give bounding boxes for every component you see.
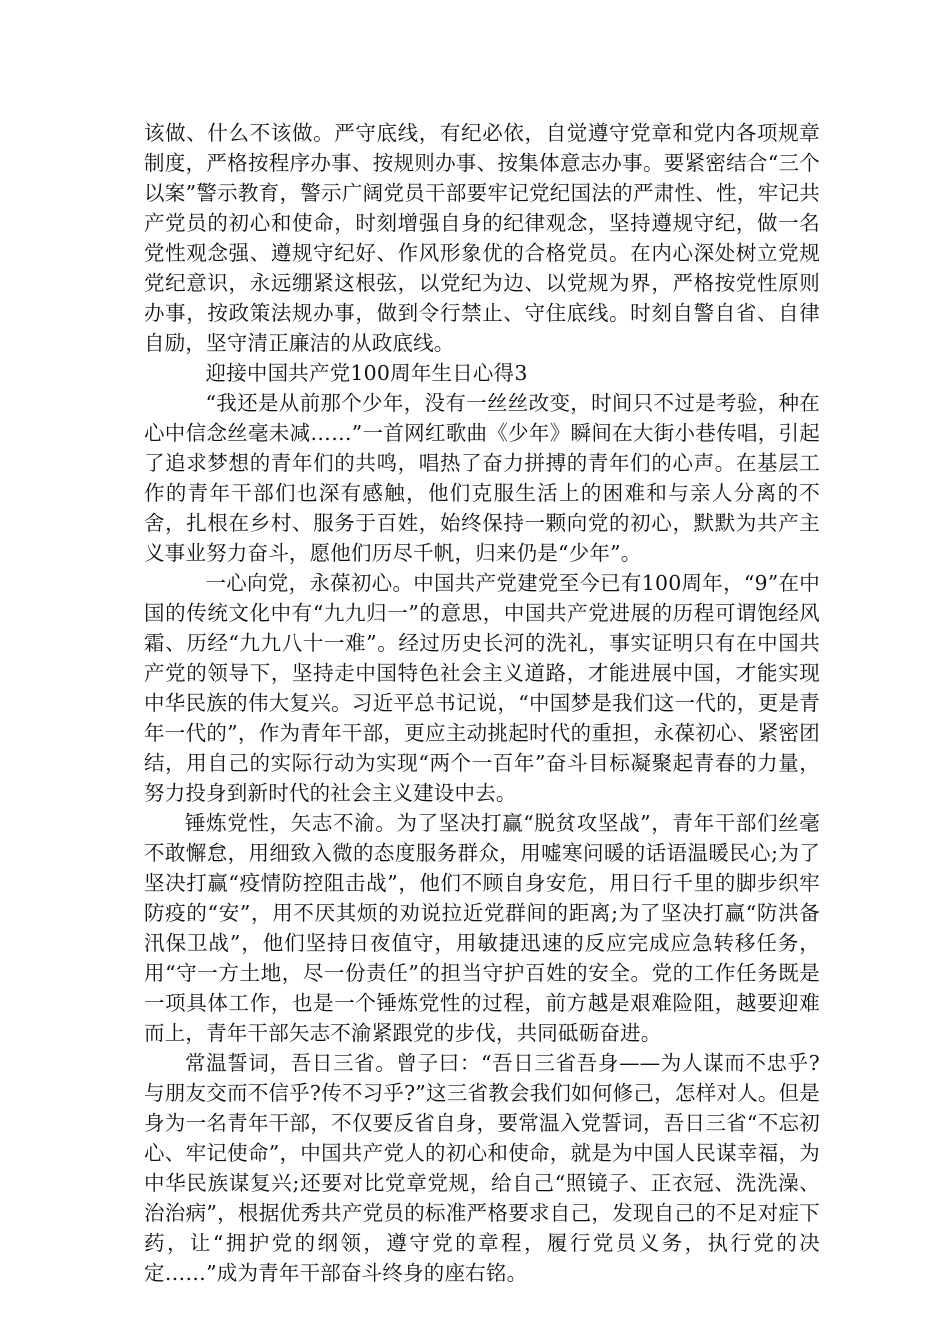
section-heading: 迎接中国共产党100周年生日心得3 (205, 361, 528, 385)
paragraph-oath: 常温誓词，吾日三省。曾子曰：“吾日三省吾身——为人谋而不忠乎?与朋友交而不信乎?传不习乎?”这三省教会我们如何修己，怎样对人。但是身为一名青年干部，不仅要反省自身，要常温入党誓词，吾日三省“不忘初心、牢记使命”，中国共产党人的初心和使命，就是为中国人民谋幸福，为中华民族谋复兴;还要对比党章党规，给自己“照镜子、正衣冠、洗洗澡、治治病”，根据优秀共产党员的标准严格要求自己，发现自己的不足对症下药，让“拥护党的纲领，遵守党的章程，履行党员义务，执行党的决定……”成为青年干部奋斗终身的座右铭。 (144, 1051, 820, 1285)
paragraph-party-spirit: 锤炼党性，矢志不渝。为了坚决打赢“脱贫攻坚战”，青年干部们丝毫不敢懈怠，用细致入微的态度服务群众，用嘘寒问暖的话语温暖民心;为了坚决打赢“疫情防控阻击战”，他们不顾自身安危，用日行千里的脚步织牢防疫的“安”，用不厌其烦的劝说拉近党群间的距离;为了坚决打赢“防洪备汛保卫战”，他们坚持日夜值守，用敏捷迅速的反应完成应急转移任务，用“守一方土地，尽一份责任”的担当守护百姓的安全。党的工作任务既是一项具体工作，也是一个锤炼党性的过程，前方越是艰难险阻，越要迎难而上，青年干部矢志不渝紧跟党的步伐，共同砥砺奋进。 (144, 811, 820, 1045)
paragraph-intro: “我还是从前那个少年，没有一丝丝改变，时间只不过是考验，种在心中信念丝毫未减……”一首网红歌曲《少年》瞬间在大街小巷传唱，引起了追求梦想的青年们的共鸣，唱热了奋力拼搏的青年们的心声。在基层工作的青年干部们也深有感触，他们克服生活上的困难和与亲人分离的不舍，扎根在乡村、服务于百姓，始终保持一颗向党的初心，默默为共产主义事业努力奋斗，愿他们历尽千帆，归来仍是“少年”。 (144, 391, 820, 565)
paragraph-initial-heart: 一心向党，永葆初心。中国共产党建党至今已有100周年，“9”在中国的传统文化中有“九九归一”的意思，中国共产党进展的历程可谓饱经风霜、历经“九九八十一难”。经过历史长河的洗礼，事实证明只有在中国共产党的领导下，坚持走中国特色社会主义道路，才能进展中国，才能实现中华民族的伟大复兴。习近平总书记说，“中国梦是我们这一代的，更是青年一代的”，作为青年干部，更应主动挑起时代的重担，永葆初心、紧密团结，用自己的实际行动为实现“两个一百年”奋斗目标凝聚起青春的力量，努力投身到新时代的社会主义建设中去。 (144, 571, 820, 805)
paragraph-continuation: 该做、什么不该做。严守底线，有纪必依，自觉遵守党章和党内各项规章制度，严格按程序办事、按规则办事、按集体意志办事。要紧密结合“三个以案”警示教育，警示广阔党员干部要牢记党纪国法的严肃性、性，牢记共产党员的初心和使命，时刻增强自身的纪律观念，坚持遵规守纪，做一名党性观念强、遵规守纪好、作风形象优的合格党员。在内心深处树立党规党纪意识，永远绷紧这根弦，以党纪为边、以党规为界，严格按党性原则办事，按政策法规办事，做到令行禁止、守住底线。时刻自警自省、自律自励，坚守清正廉洁的从政底线。 (144, 121, 820, 355)
document-page (144, 118, 820, 1288)
